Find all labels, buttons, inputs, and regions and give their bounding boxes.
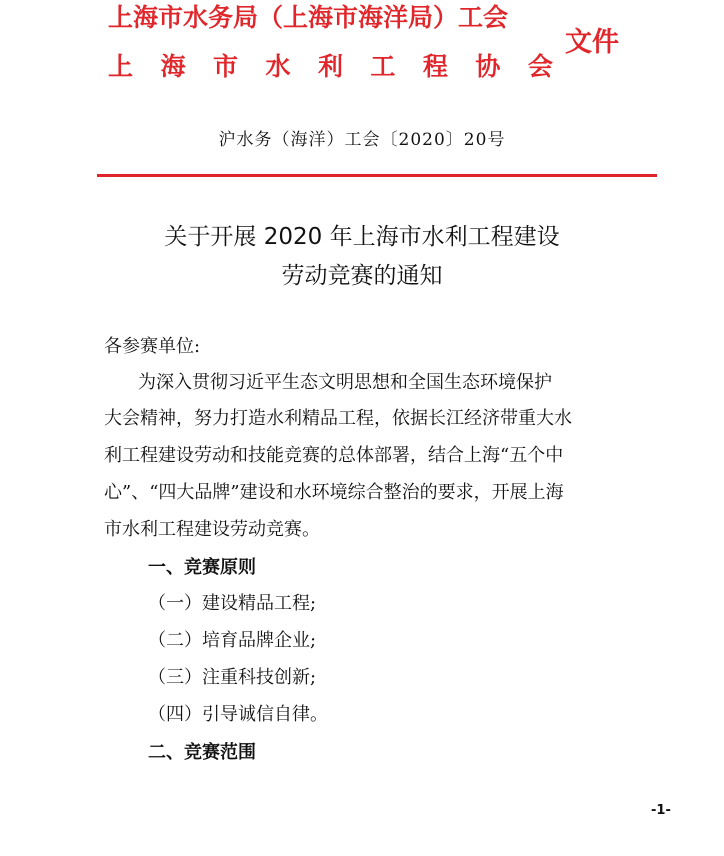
issuer-char: 市 [212, 52, 238, 81]
issuer-char: 上 [108, 52, 134, 81]
issuer-char: 程 [422, 52, 448, 81]
section-heading-principles: 一、竞赛原则 [148, 557, 256, 578]
principle-item: （四）引导诚信自律。 [148, 704, 328, 725]
principle-item: （二）培育品牌企业; [148, 630, 317, 651]
issuer-name-line-1: 上海市水务局（上海市海洋局）工会 [108, 3, 509, 32]
paragraph-line: 心”、“四大品牌”建设和水环境综合整治的要求，开展上海 [104, 482, 564, 503]
paragraph-line: 市水利工程建设劳动竞赛。 [104, 519, 320, 540]
document-title-line-2: 劳动竞赛的通知 [281, 263, 443, 289]
issuer-char: 水 [265, 52, 291, 81]
issuer-char: 工 [370, 52, 396, 81]
paragraph-line: 为深入贯彻习近平生态文明思想和全国生态环境保护 [138, 372, 552, 393]
principle-item: （一）建设精品工程; [148, 593, 317, 614]
issuer-char: 海 [160, 52, 186, 81]
issuer-char: 会 [527, 52, 553, 81]
red-divider [97, 174, 657, 177]
page-number: -1- [651, 803, 671, 818]
paragraph-line: 利工程建设劳动和技能竞赛的总体部署，结合上海“五个中 [104, 445, 564, 466]
document-type-label: 文件 [565, 27, 619, 58]
issuer-name-line-2 [108, 52, 553, 82]
paragraph-line: 大会精神，努力打造水利精品工程，依据长江经济带重大水 [104, 408, 572, 429]
section-heading-scope: 二、竞赛范围 [148, 742, 256, 763]
issuer-char: 利 [317, 52, 343, 81]
principle-item: （三）注重科技创新; [148, 667, 317, 688]
document-number: 沪水务（海洋）工会〔2020〕20号 [218, 130, 506, 150]
salutation: 各参赛单位: [104, 336, 201, 357]
issuer-char: 协 [475, 52, 501, 81]
document-title-line-1: 关于开展 2020 年上海市水利工程建设 [164, 224, 560, 250]
